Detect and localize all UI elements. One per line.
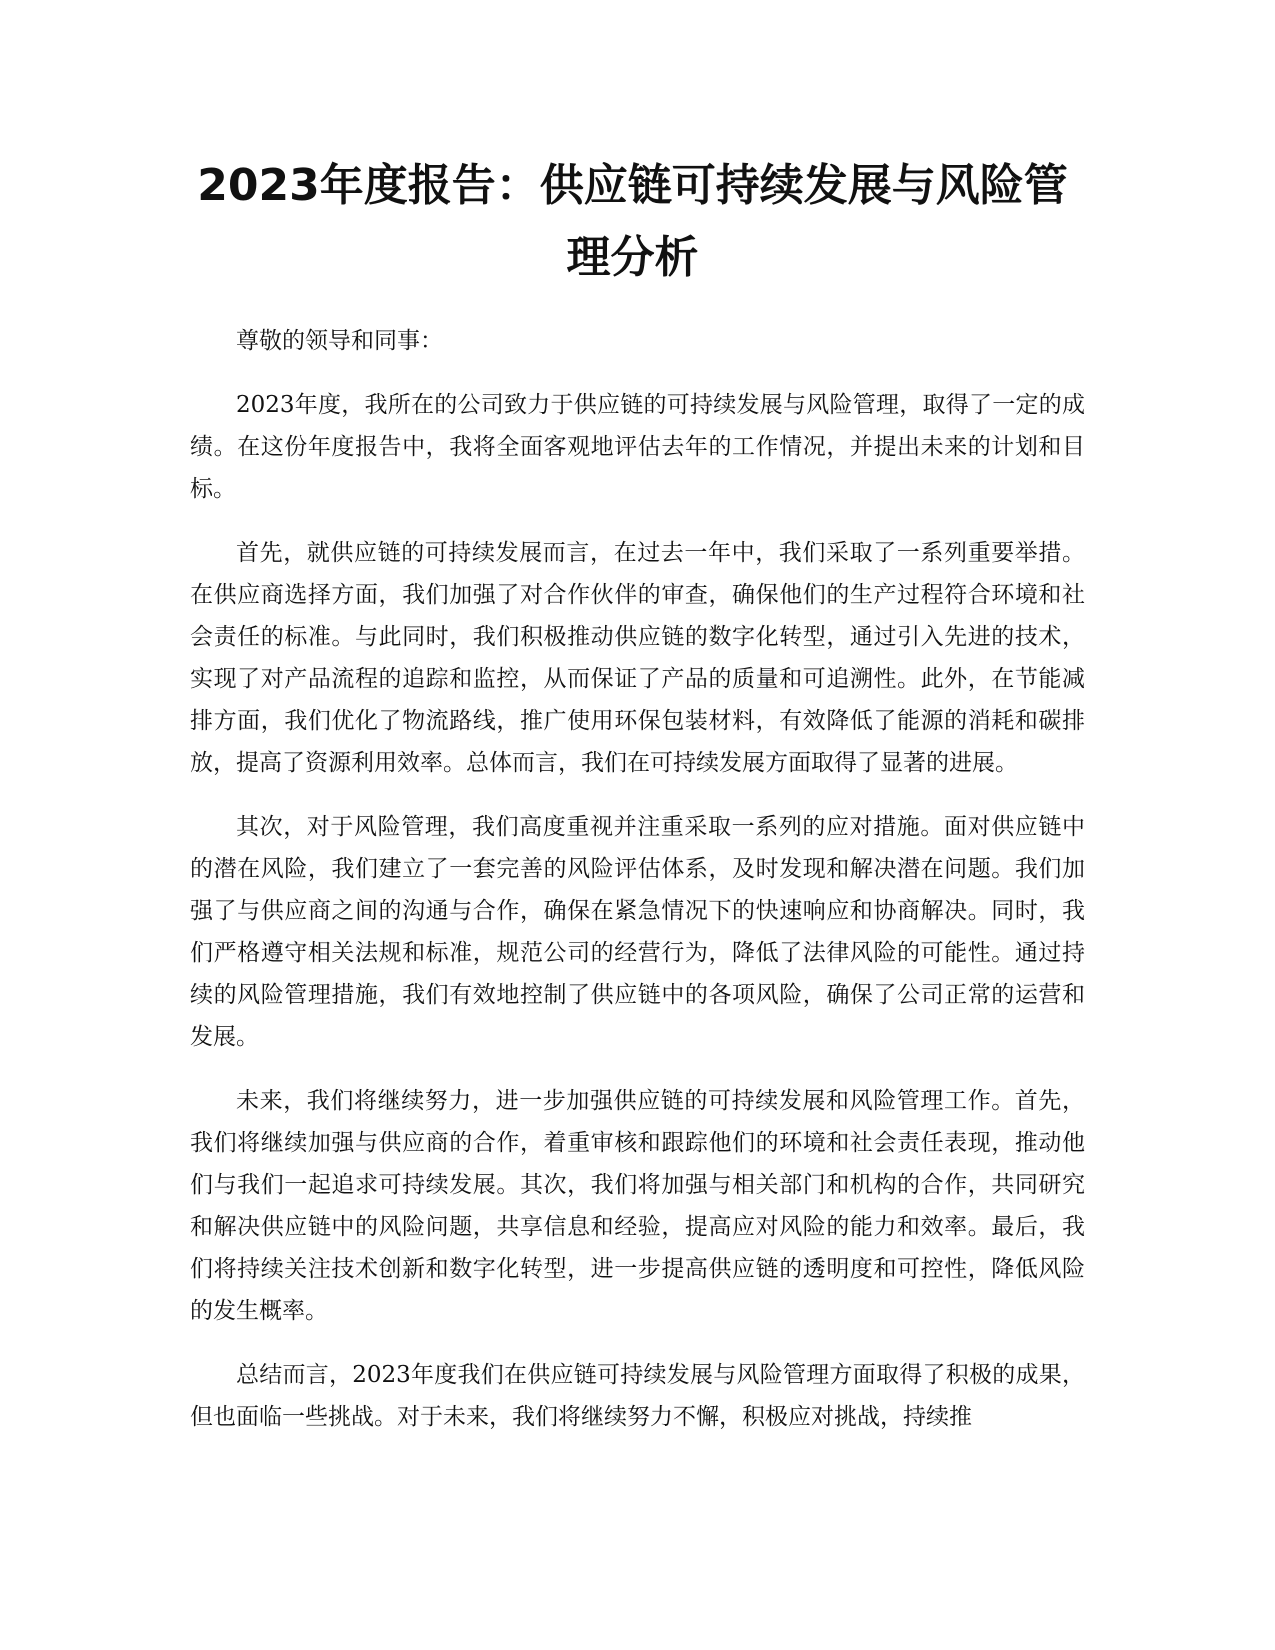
salutation: 尊敬的领导和同事： xyxy=(236,328,443,354)
document-body xyxy=(190,320,1085,1460)
paragraph-future-plans: 未来，我们将继续努力，进一步加强供应链的可持续发展和风险管理工作。首先，我们将继续加强与供应商的合作，着重审核和跟踪他们的环境和社会责任表现，推动他们与我们一起追求可持续发展。其次，我们将加强与相关部门和机构的合作，共同研究和解决供应链中的风险问题，共享信息和经验，提高应对风险的能力和效率。最后，我们将持续关注技术创新和数字化转型，进一步提高供应链的透明度和可控性，降低风险的发生概率。 xyxy=(190,1088,1085,1324)
paragraph-sustainability: 首先，就供应链的可持续发展而言，在过去一年中，我们采取了一系列重要举措。在供应商选择方面，我们加强了对合作伙伴的审查，确保他们的生产过程符合环境和社会责任的标准。与此同时，我们积极推动供应链的数字化转型，通过引入先进的技术，实现了对产品流程的追踪和监控，从而保证了产品的质量和可追溯性。此外，在节能减排方面，我们优化了物流路线，推广使用环保包装材料，有效降低了能源的消耗和碳排放，提高了资源利用效率。总体而言，我们在可持续发展方面取得了显著的进展。 xyxy=(190,540,1085,776)
paragraph-intro: 2023年度，我所在的公司致力于供应链的可持续发展与风险管理，取得了一定的成绩。在这份年度报告中，我将全面客观地评估去年的工作情况，并提出未来的计划和目标。 xyxy=(190,392,1085,502)
paragraph-risk-management: 其次，对于风险管理，我们高度重视并注重采取一系列的应对措施。面对供应链中的潜在风险，我们建立了一套完善的风险评估体系，及时发现和解决潜在问题。我们加强了与供应商之间的沟通与合作，确保在紧急情况下的快速响应和协商解决。同时，我们严格遵守相关法规和标准，规范公司的经营行为，降低了法律风险的可能性。通过持续的风险管理措施，我们有效地控制了供应链中的各项风险，确保了公司正常的运营和发展。 xyxy=(190,814,1085,1050)
document-title: 2023年度报告：供应链可持续发展与风险管理分析 xyxy=(197,160,1068,283)
paragraph-summary: 总结而言，2023年度我们在供应链可持续发展与风险管理方面取得了积极的成果，但也面临一些挑战。对于未来，我们将继续努力不懈，积极应对挑战，持续推 xyxy=(190,1362,1085,1430)
